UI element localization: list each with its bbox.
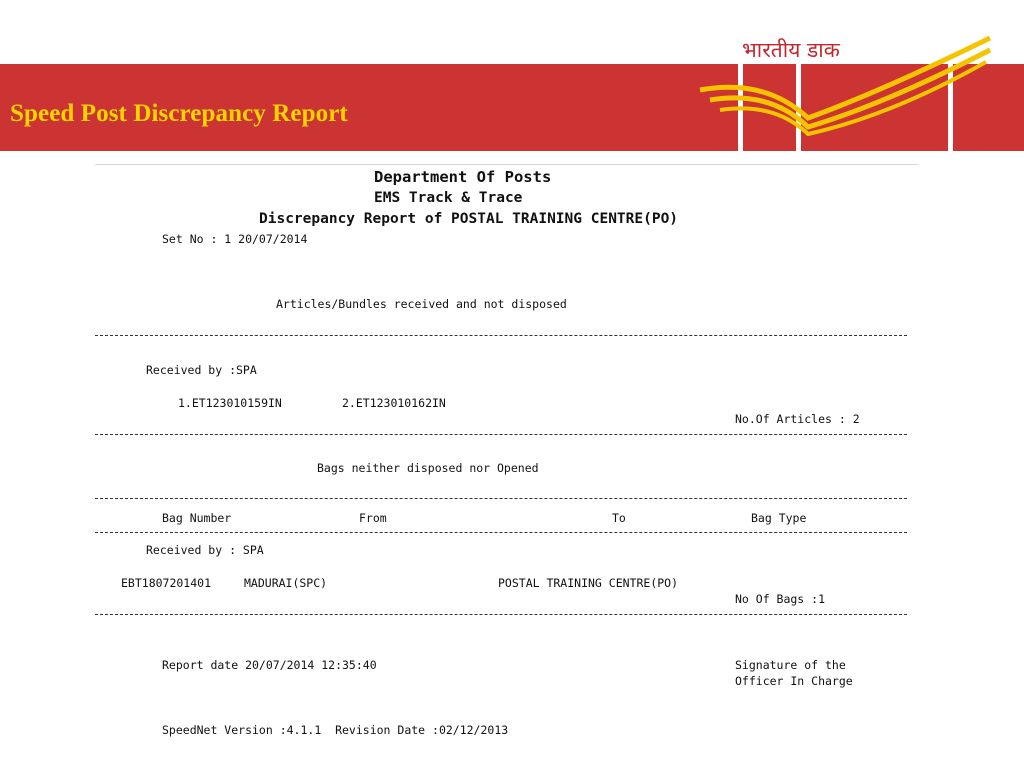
articles-count: No.Of Articles : 2	[735, 412, 860, 426]
report-subtitle: Discrepancy Report of POSTAL TRAINING CENTRE(PO)	[259, 211, 679, 227]
report-department: Department Of Posts	[374, 168, 552, 186]
column-from: From	[359, 511, 387, 525]
column-bag-type: Bag Type	[751, 511, 807, 525]
report-service: EMS Track & Trace	[374, 190, 523, 206]
bags-count: No Of Bags :1	[735, 592, 826, 606]
divider	[95, 498, 907, 499]
signature-line-1: Signature of the	[735, 658, 846, 672]
section2-title: Bags neither disposed nor Opened	[317, 461, 539, 475]
section2-received-by: Received by : SPA	[146, 543, 264, 557]
india-post-logo-icon	[690, 30, 1000, 155]
bag-row-from: MADURAI(SPC)	[244, 576, 328, 590]
bag-row-number: EBT1807201401	[121, 576, 212, 590]
divider	[95, 335, 907, 336]
article-item: 2.ET123010162IN	[342, 396, 446, 410]
divider	[95, 532, 907, 533]
india-post-logo-text: भारतीय डाक	[742, 38, 840, 62]
report-date: Report date 20/07/2014 12:35:40	[162, 658, 377, 672]
divider	[95, 614, 907, 615]
slide-title: Speed Post Discrepancy Report	[10, 100, 348, 127]
version-info: SpeedNet Version :4.1.1 Revision Date :02/12/2013	[162, 723, 509, 737]
column-to: To	[612, 511, 626, 525]
section1-title: Articles/Bundles received and not disposed	[276, 297, 567, 311]
signature-line-2: Officer In Charge	[735, 674, 853, 688]
set-number: Set No : 1 20/07/2014	[162, 232, 308, 246]
column-bag-number: Bag Number	[162, 511, 232, 525]
divider	[95, 434, 907, 435]
bag-row-to: POSTAL TRAINING CENTRE(PO)	[498, 576, 679, 590]
section1-received-by: Received by :SPA	[146, 363, 257, 377]
article-item: 1.ET123010159IN	[178, 396, 282, 410]
